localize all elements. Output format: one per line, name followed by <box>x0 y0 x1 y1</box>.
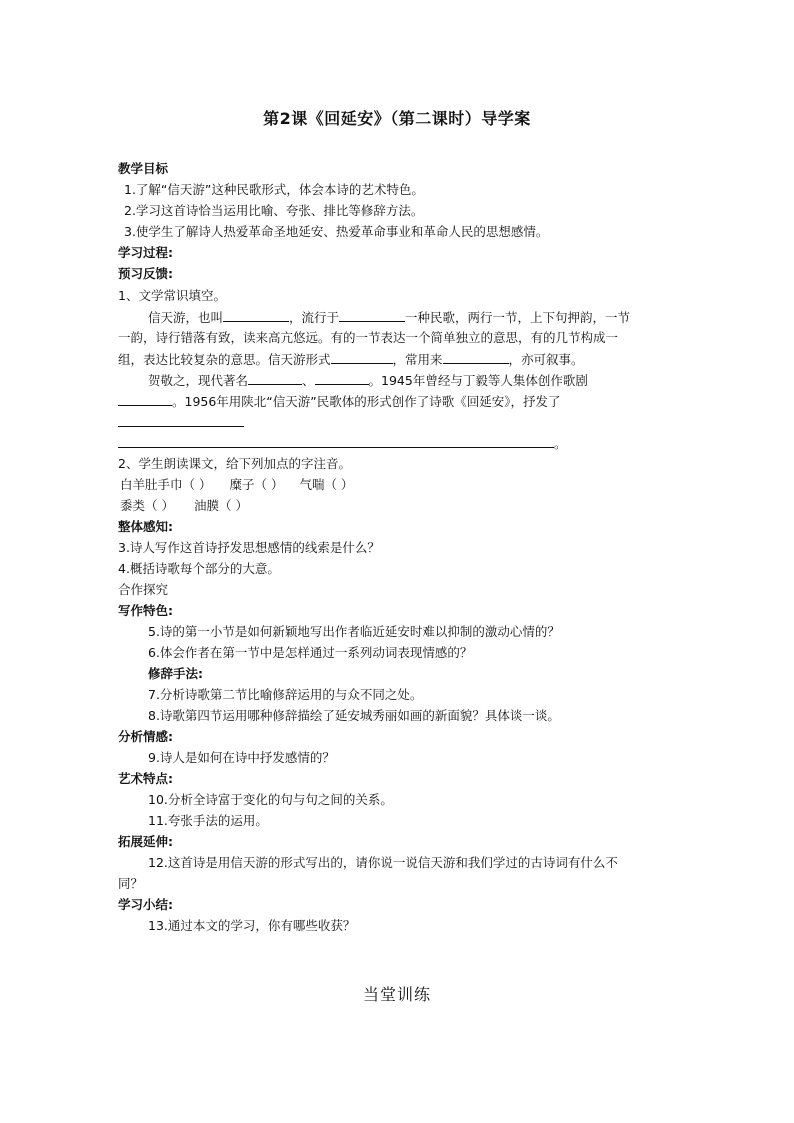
pinyin-item: 黍类（ ） <box>120 498 174 513</box>
q1-text: ，流行于 <box>289 310 340 325</box>
blank-line[interactable] <box>118 434 554 448</box>
q1-end-mark: 。 <box>554 436 567 451</box>
writing-heading: 写作特色: <box>118 603 173 618</box>
q1-text: 信天游，也叫 <box>148 310 224 325</box>
process-heading: 学习过程: <box>118 245 173 260</box>
question-item: 8.诗歌第四节运用哪种修辞描绘了延安城秀丽如画的新面貌？具体谈一谈。 <box>148 708 560 723</box>
summary-heading: 学习小结: <box>118 897 173 912</box>
q1-blank-row-final <box>118 434 567 453</box>
q1-paragraph2-line1 <box>148 371 588 390</box>
pinyin-item: 白羊肚手巾（ ） <box>120 477 212 492</box>
objective-item: 1.了解“信天游”这种民歌形式，体会本诗的艺术特色。 <box>124 182 424 197</box>
objective-item: 3.使学生了解诗人热爱革命圣地延安、热爱革命事业和革命人民的思想感情。 <box>124 224 549 239</box>
q1-text: 一种民歌，两行一节，上下句押韵，一节 <box>405 310 631 325</box>
page-title: 第2课《回延安》（第二课时）导学案 <box>263 109 531 128</box>
question-item: 12.这首诗是用信天游的形式写出的，请你说一说信天游和我们学过的古诗词有什么不 <box>148 855 618 870</box>
emotion-heading: 分析情感: <box>118 729 173 744</box>
q1-blank-row <box>118 413 244 432</box>
q1-paragraph2-line2 <box>118 392 561 411</box>
pinyin-item: 油膜（ ） <box>193 498 248 513</box>
section-title-practice: 当堂训练 <box>362 985 431 1004</box>
coop-heading: 合作探究 <box>118 582 169 597</box>
question-2-label: 2、学生朗读课文，给下列加点的字注音。 <box>118 456 351 471</box>
extend-heading: 拓展延伸: <box>118 834 173 849</box>
pinyin-item: 糜子（ ） <box>229 477 284 492</box>
objective-item: 2.学习这首诗恰当运用比喻、夸张、排比等修辞方法。 <box>124 203 424 218</box>
question-1-label: 1、文学常识填空。 <box>118 288 226 303</box>
question-item-continued: 同？ <box>118 876 144 891</box>
q1-text: 。1945年曾经与丁毅等人集体创作歌剧 <box>368 373 588 388</box>
q1-text: ，常用来 <box>392 352 443 367</box>
rhetoric-heading: 修辞手法: <box>148 666 203 681</box>
question-item: 10.分析全诗富于变化的句与句之间的关系。 <box>148 792 393 807</box>
q1-text: 。1956年用陕北“信天游”民歌体的形式创作了诗歌《回延安》，抒发了 <box>172 394 561 409</box>
q1-paragraph1-line2: 一韵，诗行错落有致，读来高亢悠远。有的一节表达一个简单独立的意思，有的几节构成一 <box>118 330 619 345</box>
blank-line[interactable] <box>248 371 302 385</box>
blank-line[interactable] <box>118 413 244 427</box>
question-item: 13.通过本文的学习，你有哪些收获？ <box>148 918 356 933</box>
blank-line[interactable] <box>339 308 405 322</box>
blank-line[interactable] <box>223 308 289 322</box>
q1-paragraph1-line1 <box>148 308 630 327</box>
pinyin-row-2 <box>118 497 248 515</box>
art-heading: 艺术特点: <box>118 771 173 786</box>
blank-line[interactable] <box>331 350 393 364</box>
pinyin-item: 气喘（ ） <box>299 477 354 492</box>
objectives-heading: 教学目标 <box>118 161 169 176</box>
q1-text: 组，表达比较复杂的意思。信天游形式 <box>118 352 331 367</box>
overall-heading: 整体感知: <box>118 519 173 534</box>
question-item: 6.体会作者在第一节中是怎样通过一系列动词表现情感的？ <box>148 645 473 660</box>
question-item: 7.分析诗歌第二节比喻修辞运用的与众不同之处。 <box>148 687 423 702</box>
question-item: 3.诗人写作这首诗抒发思想感情的线索是什么？ <box>118 540 380 555</box>
question-item: 5.诗的第一小节是如何新颖地写出作者临近延安时难以抑制的激动心情的？ <box>148 624 560 639</box>
q1-text: 、 <box>302 373 315 388</box>
pinyin-row-1 <box>118 476 353 494</box>
q1-text: 贺敬之，现代著名 <box>148 373 249 388</box>
question-item: 11.夸张手法的运用。 <box>148 813 268 828</box>
preview-heading: 预习反馈: <box>118 266 173 281</box>
question-item: 9.诗人是如何在诗中抒发感情的？ <box>148 750 335 765</box>
q1-paragraph1-line3 <box>118 350 584 369</box>
question-item: 4.概括诗歌每个部分的大意。 <box>118 561 280 576</box>
q1-text: ，亦可叙事。 <box>508 352 584 367</box>
blank-line[interactable] <box>315 371 369 385</box>
blank-line[interactable] <box>443 350 509 364</box>
blank-line[interactable] <box>118 392 172 406</box>
